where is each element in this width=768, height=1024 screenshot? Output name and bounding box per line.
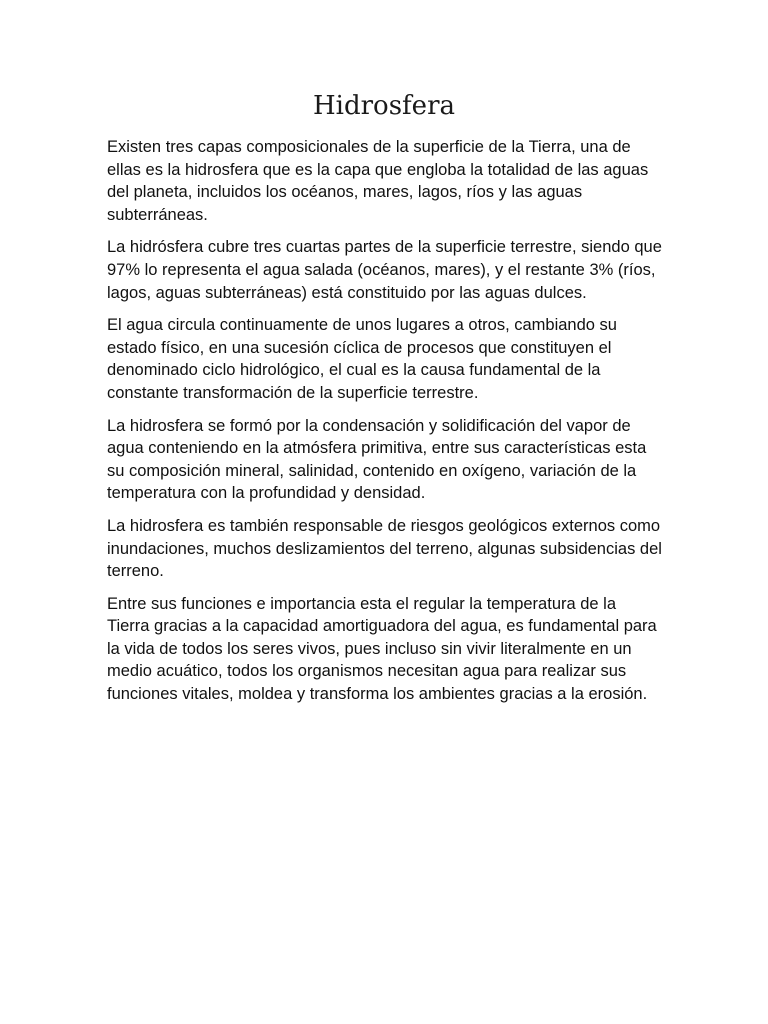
paragraph-5: La hidrosfera es también responsable de riesgos geológicos externos como inundaciones, muchos deslizamientos del terreno, algunas subsidencias del terreno. <box>107 516 662 581</box>
paragraph-2: La hidrósfera cubre tres cuartas partes de la superficie terrestre, siendo que 97% lo representa el agua salada (océanos, mares), y el restante 3% (ríos, lagos, aguas subterráneas) está constituido por las aguas dulces. <box>107 238 662 302</box>
paragraph-1: Existen tres capas composicionales de la superficie de la Tierra, una de ellas es la hidrosfera que es la capa que engloba la totalidad de las aguas del planeta, incluidos los océanos, mares, lagos, ríos y las aguas subterráneas. <box>107 138 649 224</box>
paragraph-4: La hidrosfera se formó por la condensación y solidificación del vapor de agua conteniendo en la atmósfera primitiva, entre sus características esta su composición mineral, salinidad, contenido en oxígeno, variación de la temperatura con la profundidad y densidad. <box>107 416 647 503</box>
page-title: Hidrosfera <box>313 91 455 121</box>
paragraph-6: Entre sus funciones e importancia esta el regular la temperatura de la Tierra gracias a la capacidad amortiguadora del agua, es fundamental para la vida de todos los seres vivos, pues incluso sin vivir literalmente en un medio acuático, todos los organismos necesitan agua para realizar sus funciones vitales, moldea y transforma los ambientes gracias a la erosión. <box>107 594 657 704</box>
paragraph-3: El agua circula continuamente de unos lugares a otros, cambiando su estado físico, en una sucesión cíclica de procesos que constituyen el denominado ciclo hidrológico, el cual es la causa fundamental de la constante transformación de la superficie terrestre. <box>107 316 617 402</box>
document-body <box>107 136 662 716</box>
